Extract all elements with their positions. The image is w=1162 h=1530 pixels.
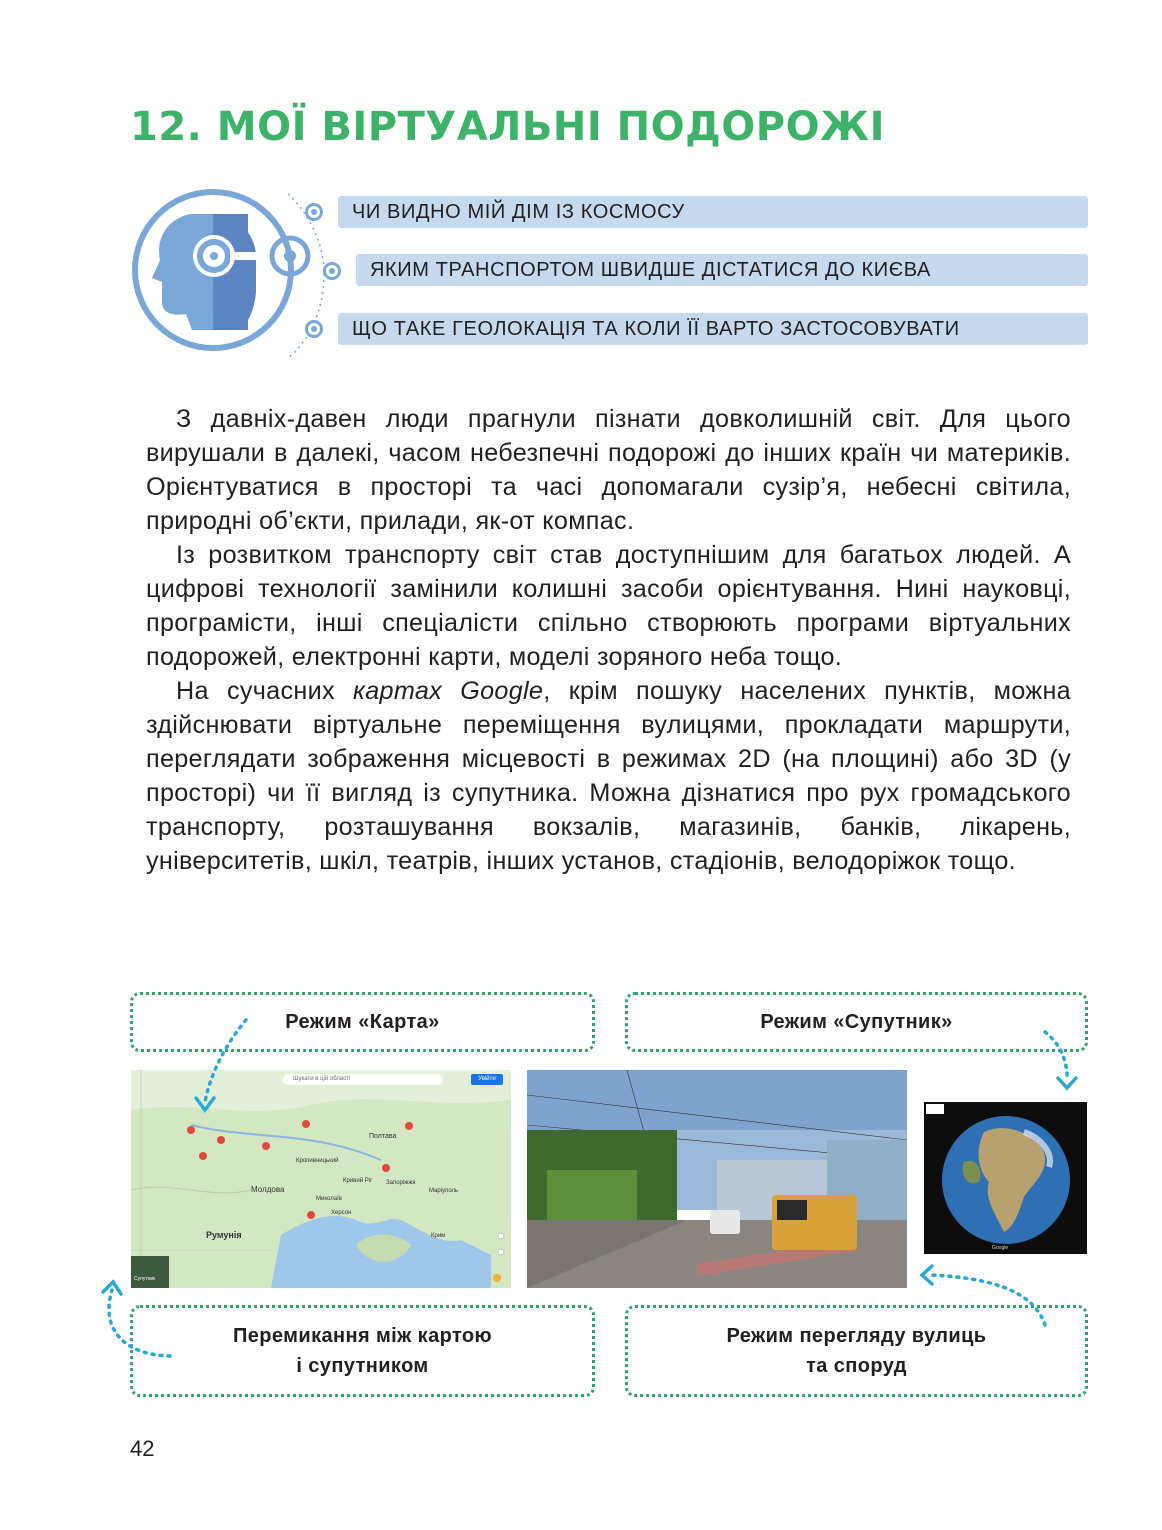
page-number: 42 [130, 1436, 155, 1461]
map-label-mariupol: Маріуполь [429, 1188, 459, 1194]
map-label-mykolaiv: Миколаїв [316, 1196, 342, 1202]
question-1: ЧИ ВИДНО МІЙ ДІМ ІЗ КОСМОСУ [338, 196, 1088, 228]
map-mode-screenshot [131, 1070, 511, 1288]
map-search-input[interactable]: Шукати в цій області [283, 1074, 443, 1085]
question-bullet-icon [305, 320, 323, 338]
paragraph: З давніх-давен люди прагнули пізнати довколишній світ. Для цього вирушали в далекі, часом небезпечні подорожі до інших країн чи материків. Орієнтуватися в просторі та часі допомагали сузір’я, небесні світила, природні об’єкти, прилади, як-от компас. [146, 405, 1071, 535]
street-view-screenshot [527, 1070, 907, 1288]
map-label-crimea: Крим [431, 1233, 446, 1239]
map-label-poltava: Полтава [369, 1133, 397, 1140]
map-label-zaporizhzhia: Запоріжжя [386, 1180, 416, 1186]
map-label-romania: Румунія [206, 1230, 242, 1240]
callout-street-view: Режим перегляду вулиць та споруд [625, 1305, 1088, 1397]
map-label-moldova: Молдова [251, 1185, 285, 1194]
question-bullet-icon [305, 203, 323, 221]
body-text [146, 402, 1071, 878]
paragraph: Із розвитком транспорту світ став доступнішим для багатьох людей. А цифрові технології замінили колишні засоби орієнтування. Нині науковці, програмісти, інші спеціалісти спільно створюють програми віртуальних подорожей, електронні карти, моделі зоряного неба тощо. [146, 541, 1071, 671]
layer-toggle-button[interactable]: Супутник [134, 1276, 156, 1282]
google-watermark: Google [992, 1245, 1009, 1251]
map-label-kryvyi-rih: Кривий Ріг [343, 1178, 373, 1184]
map-label-kropyvnytskyi: Кропивницький [296, 1158, 339, 1164]
callout-satellite-mode: Режим «Супутник» [625, 992, 1088, 1052]
map-label-kherson: Херсон [331, 1210, 352, 1216]
google-maps-term: картах Google [353, 677, 544, 705]
question-bullet-icon [323, 262, 341, 280]
question-2: ЯКИМ ТРАНСПОРТОМ ШВИДШЕ ДІСТАТИСЯ ДО КИЄВА [356, 254, 1088, 286]
callout-map-satellite-switch: Перемикання між картою і супутником [130, 1305, 595, 1397]
satellite-globe-screenshot [924, 1102, 1087, 1254]
question-3: ЩО ТАКЕ ГЕОЛОКАЦІЯ ТА КОЛИ ЇЇ ВАРТО ЗАСТОСОВУВАТИ [338, 313, 1088, 345]
paragraph: На сучасних картах Google, крім пошуку населених пунктів, можна здійснювати віртуальне переміщення вулицями, прокладати маршрути, переглядати зображення місцевості в режимах 2D (на площині) або 3D (у просторі) чи її вигляд із супутника. Можна дізнатися про рух громадського транспорту, розташування вокзалів, магазинів, банків, лікарень, університетів, шкіл, театрів, інших установ, стадіонів, велодоріжок тощо. [146, 677, 1071, 875]
sign-in-button[interactable]: Увійти [471, 1074, 503, 1085]
chapter-title: 12. МОЇ ВІРТУАЛЬНІ ПОДОРОЖІ [130, 104, 885, 150]
callout-map-mode: Режим «Карта» [130, 992, 595, 1052]
